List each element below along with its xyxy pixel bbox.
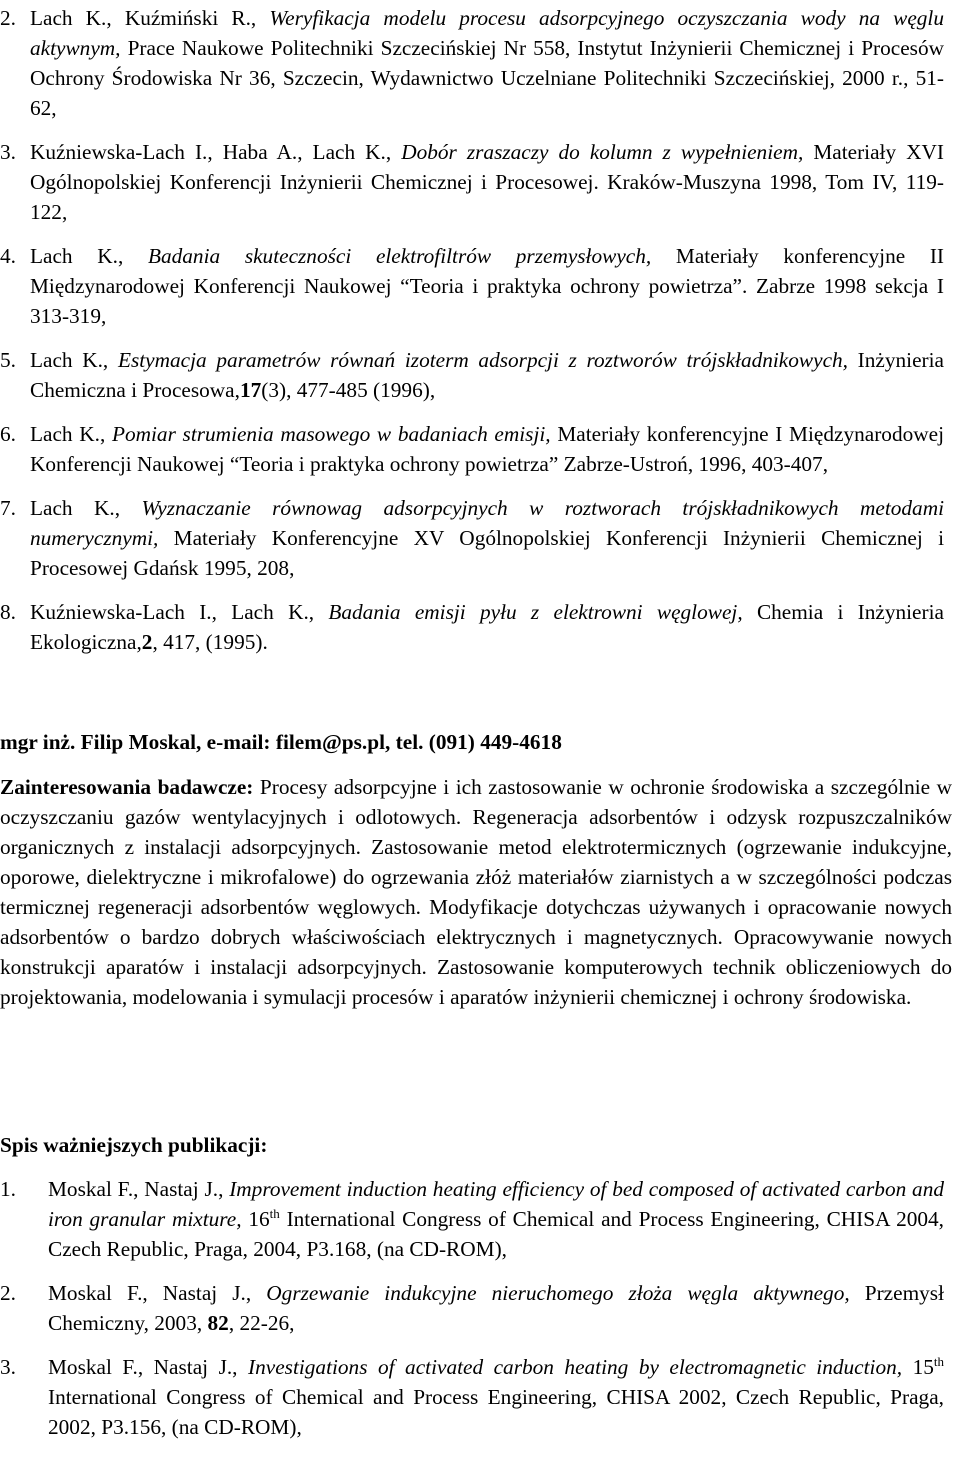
- interests-label: Zainteresowania badawcze:: [0, 775, 254, 799]
- item-title: Badania emisji pyłu z elektrowni węglowej,: [328, 600, 743, 624]
- item-source: Prace Naukowe Politechniki Szczecińskiej Nr 558, Instytut Inżynierii Chemicznej i Procesów Ochrony Środowiska Nr 36, Szczecin, Wydawnictwo Uczelniane Politechniki Szczecińskiej, 2000 r., 51-62,: [30, 36, 944, 120]
- item-title: Improvement induction heating efficiency of bed composed of activated carbon and iron granular mixture,: [48, 1177, 944, 1231]
- item-congress-ordinal: th: [933, 1353, 944, 1369]
- list-item: [0, 137, 952, 227]
- item-authors: Lach K.,: [30, 496, 121, 520]
- item-congress-number: 16: [248, 1207, 270, 1231]
- list-item: [0, 241, 952, 331]
- item-number: 4.: [0, 244, 16, 268]
- item-congress-number: 15: [912, 1355, 934, 1379]
- list-item: [0, 1352, 952, 1442]
- item-number: 5.: [0, 348, 16, 372]
- item-volume: 82: [207, 1311, 229, 1335]
- list-item: [0, 493, 952, 583]
- item-title: Wyznaczanie równowag adsorpcyjnych w roztworach trójskładnikowych metodami numerycznymi,: [30, 496, 944, 550]
- item-authors: Lach K.,: [30, 244, 124, 268]
- item-source: Materiały konferencyjne II Międzynarodowej Konferencji Naukowej “Teoria i praktyka ochrony powietrza”. Zabrze 1998 sekcja I 313-319,: [30, 244, 945, 328]
- research-interests: [0, 772, 952, 1012]
- item-source: Materiały XVI Ogólnopolskiej Konferencji Inżynierii Chemicznej i Procesowej. Kraków-Muszyna 1998, Tom IV, 119-122,: [30, 140, 944, 224]
- item-authors: Moskal F., Nastaj J.,: [48, 1281, 252, 1305]
- person-contact-line: [0, 727, 952, 757]
- reference-list: [0, 3, 952, 671]
- item-authors: Moskal F., Nastaj J.,: [48, 1177, 224, 1201]
- item-source: Materiały konferencyjne I Międzynarodowej Konferencji Naukowej “Teoria i praktyka ochrony powietrza” Zabrze-Ustroń, 1996, 403-407,: [30, 422, 944, 476]
- item-number: 2.: [0, 6, 16, 30]
- item-number: 3.: [0, 1355, 16, 1379]
- interests-text: Procesy adsorpcyjne i ich zastosowanie w ochronie środowiska a szczególnie w oczyszczaniu gazów wentylacyjnych i odlotowych. Regeneracja adsorbentów i odzysk rozpuszczalników organicznych z instalacji adsorpcyjnych. Zastosowanie metod elektrotermicznych (ogrzewanie indukcyjne, oporowe, dielektryczne i mikrofalowe) do ogrzewania złóż materiałów ziarnistych a w szczególności podczas termicznej regeneracji adsorbentów węglowych. Modyfikacje dotychczas używanych i opracowanie nowych adsorbentów o bardzo dobrych właściwościach elektrycznych i magnetycznych. Opracowywanie nowych konstrukcji aparatów i instalacji adsorpcyjnych. Zastosowanie komputerowych technik obliczeniowych do projektowania, modelowania i symulacji procesów i aparatów inżynierii chemicznej i ochrony środowiska.: [0, 775, 952, 1009]
- item-authors: Kuźniewska-Lach I., Haba A., Lach K.,: [30, 140, 392, 164]
- item-number: 3.: [0, 140, 16, 164]
- item-authors: Moskal F., Nastaj J.,: [48, 1355, 238, 1379]
- item-source: Chemia i Inżynieria Ekologiczna,: [30, 600, 944, 654]
- item-title: Badania skuteczności elektrofiltrów przemysłowych,: [147, 244, 652, 268]
- item-number: 1.: [0, 1177, 16, 1201]
- person-phone: (091) 449-4618: [428, 730, 562, 754]
- item-source: Materiały Konferencyjne XV Ogólnopolskiej Konferencji Inżynierii Chemicznej i Procesowej Gdańsk 1995, 208,: [30, 526, 945, 580]
- list-item: [0, 1174, 952, 1264]
- item-title: Dobór zraszaczy do kolumn z wypełnieniem,: [401, 140, 804, 164]
- item-pages: , 417, (1995).: [152, 630, 268, 654]
- item-source: Przemysł Chemiczny, 2003,: [48, 1281, 945, 1335]
- item-title: Estymacja parametrów równań izoterm adsorpcji z roztworów trójskładnikowych,: [117, 348, 848, 372]
- item-authors: Kuźniewska-Lach I., Lach K.,: [30, 600, 315, 624]
- item-title: Ogrzewanie indukcyjne nieruchomego złoża węgla aktywnego,: [266, 1281, 850, 1305]
- list-item: [0, 419, 952, 479]
- item-title: Weryfikacja modelu procesu adsorpcyjnego oczyszczania wody na węglu aktywnym,: [30, 6, 944, 60]
- publications-heading: Spis ważniejszych publikacji:: [0, 1133, 268, 1157]
- item-authors: Lach K., Kuźmiński R.,: [30, 6, 257, 30]
- item-number: 6.: [0, 422, 16, 446]
- item-source: International Congress of Chemical and Process Engineering, CHISA 2004, Czech Republic, Praga, 2004, P3.168, (na CD-ROM),: [48, 1207, 945, 1261]
- item-volume: 17: [239, 378, 262, 402]
- item-number: 8.: [0, 600, 16, 624]
- item-number: 7.: [0, 496, 16, 520]
- list-item: [0, 3, 952, 123]
- item-authors: Lach K.,: [30, 422, 106, 446]
- item-title: Investigations of activated carbon heating by electromagnetic induction,: [248, 1355, 903, 1379]
- item-volume: 2: [141, 630, 153, 654]
- list-item: [0, 345, 952, 405]
- item-pages: , 22-26,: [228, 1311, 295, 1335]
- item-title: Pomiar strumienia masowego w badaniach emisji,: [111, 422, 551, 446]
- item-pages: (3), 477-485 (1996),: [261, 378, 436, 402]
- item-source: International Congress of Chemical and Process Engineering, CHISA 2002, Czech Republic, Praga, 2002, P3.156, (na CD-ROM),: [48, 1385, 944, 1439]
- item-congress-ordinal: th: [269, 1205, 280, 1221]
- item-authors: Lach K.,: [30, 348, 109, 372]
- item-source: Inżynieria Chemiczna i Procesowa,: [30, 348, 944, 402]
- list-item: [0, 1278, 952, 1338]
- publications-list: [0, 1174, 952, 1456]
- item-number: 2.: [0, 1281, 16, 1305]
- person-name-email: mgr inż. Filip Moskal, e-mail: filem@ps.pl, tel.: [0, 730, 424, 754]
- list-item: [0, 597, 952, 657]
